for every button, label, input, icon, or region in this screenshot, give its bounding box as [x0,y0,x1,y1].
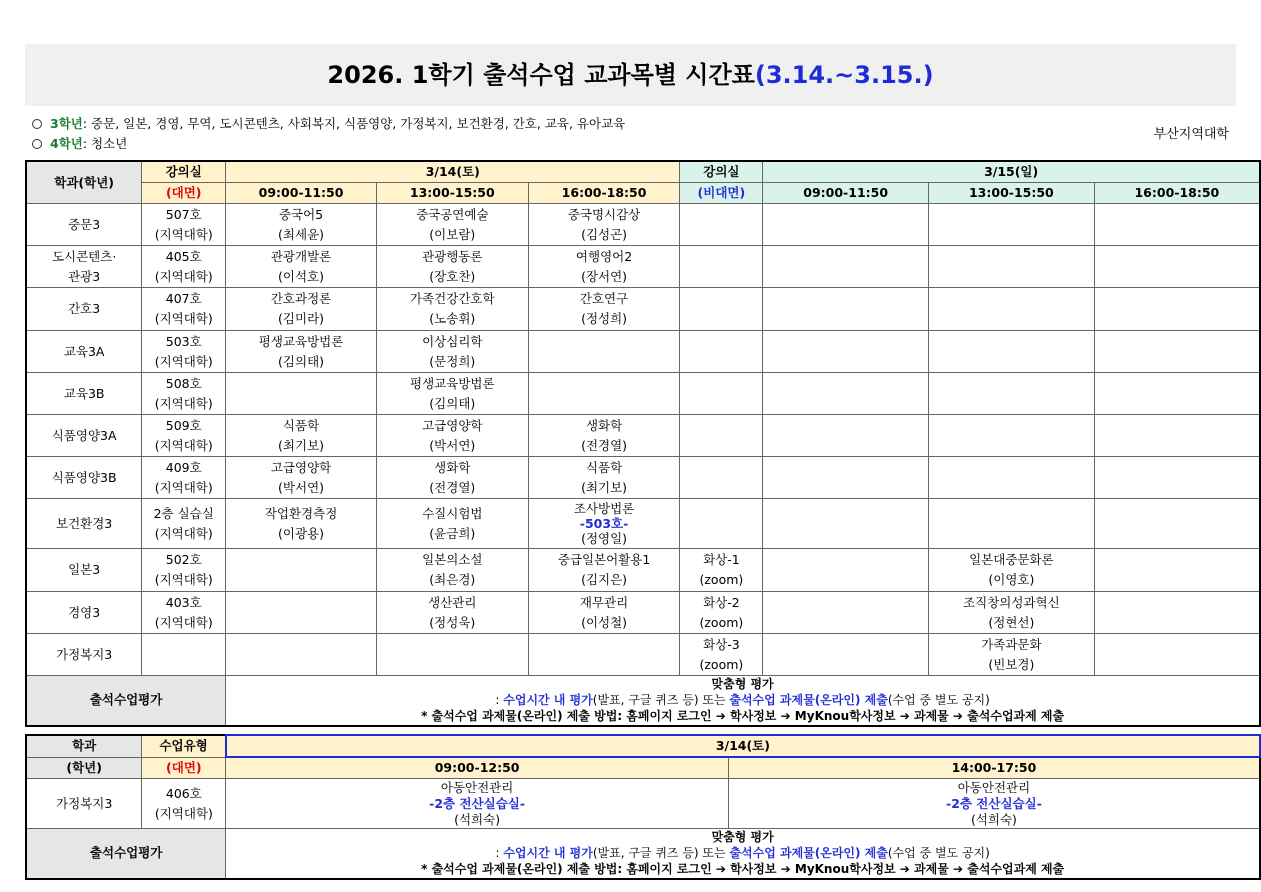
t2-dept: 가정복지3 [26,779,142,829]
slot-cell: 수질시험법 (윤금희) [376,499,528,549]
slot-cell [1094,634,1260,676]
circle-bullet-icon [32,119,42,129]
page-title: 2026. 1학기 출석수업 교과목별 시간표(3.14.~3.15.) [327,61,934,89]
room-cell: 403호 (지역대학) [142,592,226,634]
room-cell: 409호 (지역대학) [142,457,226,499]
slot-cell [763,415,929,457]
note-3: 3학년: 중문, 일본, 경영, 무역, 도시콘텐츠, 사회복지, 식품영양, 가정복지, 보건환경, 간호, 교육, 유아교육 [32,114,625,134]
room-cell: 507호 (지역대학) [142,204,226,246]
header-room2-sub: (비대면) [697,185,746,200]
slot-cell [763,246,929,288]
slot-cell: 일본대중문화론 (이영호) [929,549,1095,592]
slot-cell [226,373,377,415]
dept-cell: 중문3 [26,204,142,246]
time-5: 13:00-15:50 [929,183,1095,204]
slot-cell: 이상심리학 (문정희) [376,331,528,373]
room-cell [142,634,226,676]
dept-cell: 교육3B [26,373,142,415]
room2-cell [680,415,763,457]
t2-eval-label: 출석수업평가 [26,829,226,879]
dept-cell: 경영3 [26,592,142,634]
room2-cell [680,373,763,415]
table-row [26,457,1260,499]
slot-cell [376,634,528,676]
schedule-table-2 [25,734,1261,880]
table-row [26,549,1260,592]
slot-cell: 관광행동론 (장호찬) [376,246,528,288]
slot-cell [929,499,1095,549]
room-cell: 502호 (지역대학) [142,549,226,592]
t2-time-1: 09:00-12:50 [226,757,729,779]
dept-cell: 일본3 [26,549,142,592]
schedule-table [25,160,1261,727]
slot-cell [763,204,929,246]
slot-cell [1094,331,1260,373]
table-row [26,246,1260,288]
dept-cell: 간호3 [26,288,142,331]
room-cell: 508호 (지역대학) [142,373,226,415]
room2-cell [680,331,763,373]
t2-slot-2: 아동안전관리 -2층 전산실습실- (석희숙) [728,779,1260,829]
slot-cell [763,634,929,676]
slot-cell [528,373,680,415]
dept-cell: 가정복지3 [26,634,142,676]
slot-cell [929,331,1095,373]
slot-cell: 일본의소설 (최은경) [376,549,528,592]
header-room2: 강의실 [680,161,763,183]
table-row [26,204,1260,246]
slot-cell [763,549,929,592]
slot-cell [763,331,929,373]
dept-cell: 식품영양3B [26,457,142,499]
room-cell: 405호 (지역대학) [142,246,226,288]
dept-cell: 교육3A [26,331,142,373]
eval-content: 맞춤형 평가 : 수업시간 내 평가(발표, 구글 퀴즈 등) 또는 출석수업 과제물(온라인) 제출(수업 중 별도 공지) * 출석수업 과제물(온라인) 제출 방법: 홈페이지 로그인 ➔ 학사정보 ➔ MyKnou학사정보 ➔ 과제물 ➔ 출석수업과제 제출 [226,676,1260,726]
slot-cell [763,592,929,634]
slot-cell [763,373,929,415]
room2-cell: 화상-2 (zoom) [680,592,763,634]
t2-slot-1: 아동안전관리 -2층 전산실습실- (석희숙) [226,779,729,829]
slot-cell: 생화학 (전경열) [528,415,680,457]
slot-cell: 간호과정론 (김미라) [226,288,377,331]
time-4: 09:00-11:50 [763,183,929,204]
t2-time-2: 14:00-17:50 [728,757,1260,779]
slot-cell [929,415,1095,457]
t2-header-dept2: (학년) [26,757,142,779]
table-row [26,331,1260,373]
university-name: 부산지역대학 [1153,127,1229,142]
t2-eval-content: 맞춤형 평가 : 수업시간 내 평가(발표, 구글 퀴즈 등) 또는 출석수업 과제물(온라인) 제출(수업 중 별도 공지) * 출석수업 과제물(온라인) 제출 방법: 홈페이지 로그인 ➔ 학사정보 ➔ MyKnou학사정보 ➔ 과제물 ➔ 출석수업과제 제출 [226,829,1260,879]
slot-cell [929,204,1095,246]
room2-cell [680,457,763,499]
title-date: (3.14.~3.15.) [754,61,934,89]
slot-cell [929,457,1095,499]
header-room1-sub: (대면) [165,185,202,200]
slot-cell: 관광개발론 (이석호) [226,246,377,288]
table-row [26,634,1260,676]
slot-cell: 고급영양학 (박서연) [226,457,377,499]
slot-cell [1094,288,1260,331]
slot-cell: 식품학 (최기보) [528,457,680,499]
slot-cell: 재무관리 (이성철) [528,592,680,634]
slot-cell [763,457,929,499]
table-row [26,373,1260,415]
room2-cell: 화상-3 (zoom) [680,634,763,676]
slot-cell: 가족건강간호학 (노송휘) [376,288,528,331]
slot-cell: 중국공연예술 (이보람) [376,204,528,246]
header-day1: 3/14(토) [226,161,680,183]
table-row [26,499,1260,549]
t2-header-type-sub: (대면) [166,759,202,775]
header-day2: 3/15(일) [763,161,1260,183]
time-3: 16:00-18:50 [528,183,680,204]
slot-cell: 조직창의성과혁신 (정현선) [929,592,1095,634]
room-cell: 509호 (지역대학) [142,415,226,457]
slot-cell [226,549,377,592]
room-cell: 2층 실습실 (지역대학) [142,499,226,549]
room-cell: 503호 (지역대학) [142,331,226,373]
slot-cell: 평생교육방법론 (김의태) [226,331,377,373]
header-dept: 학과(학년) [26,161,142,204]
grade-notes [32,114,625,154]
slot-cell: 중국명시감상 (김성곤) [528,204,680,246]
slot-cell [929,288,1095,331]
t2-header-day: 3/14(토) [226,735,1260,757]
slot-cell: 여행영어2 (장서연) [528,246,680,288]
header-room1: 강의실 [142,161,226,183]
room2-cell [680,288,763,331]
eval-label: 출석수업평가 [26,676,226,726]
note-4: 4학년: 청소년 [32,134,625,154]
dept-cell: 식품영양3A [26,415,142,457]
slot-cell: 생화학 (전경열) [376,457,528,499]
slot-cell: 간호연구 (정성희) [528,288,680,331]
slot-cell [929,246,1095,288]
slot-cell [1094,246,1260,288]
slot-cell [1094,499,1260,549]
dept-cell: 보건환경3 [26,499,142,549]
slot-cell [1094,592,1260,634]
table-row [26,592,1260,634]
slot-cell [1094,415,1260,457]
slot-cell: 중급일본어활용1 (김지은) [528,549,680,592]
table-row [26,415,1260,457]
slot-cell [226,592,377,634]
slot-cell: 생산관리 (정성욱) [376,592,528,634]
slot-cell: 고급영양학 (박서연) [376,415,528,457]
slot-cell [763,288,929,331]
slot-cell [763,499,929,549]
slot-cell [1094,204,1260,246]
time-2: 13:00-15:50 [376,183,528,204]
slot-cell [528,331,680,373]
slot-cell: 평생교육방법론 (김의태) [376,373,528,415]
room2-cell [680,499,763,549]
slot-cell: 중국어5 (최세윤) [226,204,377,246]
title-bar [25,44,1236,106]
room-cell: 407호 (지역대학) [142,288,226,331]
slot-cell [528,634,680,676]
circle-bullet-icon [32,139,42,149]
room2-cell: 화상-1 (zoom) [680,549,763,592]
t2-header-type: 수업유형 [142,735,226,757]
dept-cell: 도시콘텐츠· 관광3 [26,246,142,288]
t2-header-dept: 학과 [26,735,142,757]
slot-cell [226,634,377,676]
slot-cell: 식품학 (최기보) [226,415,377,457]
time-6: 16:00-18:50 [1094,183,1260,204]
room2-cell [680,246,763,288]
slot-cell [1094,373,1260,415]
table-row [26,288,1260,331]
room2-cell [680,204,763,246]
slot-cell [1094,457,1260,499]
slot-cell: 가족과문화 (빈보경) [929,634,1095,676]
slot-cell [1094,549,1260,592]
time-1: 09:00-11:50 [226,183,377,204]
t2-room: 406호 (지역대학) [142,779,226,829]
slot-cell [929,373,1095,415]
slot-cell: 조사방법론 -503호- (정영일) [528,499,680,549]
slot-cell: 작업환경측정 (이광용) [226,499,377,549]
